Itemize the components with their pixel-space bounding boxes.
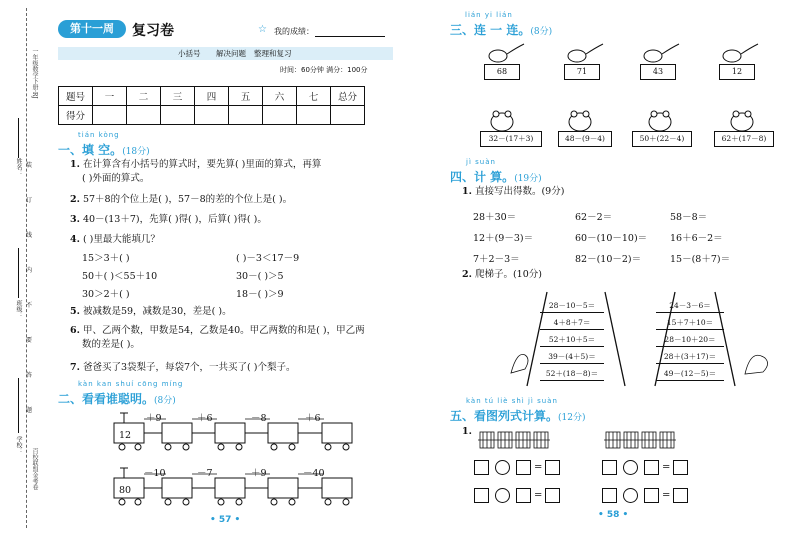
ladder-rung[interactable]: 15＋7＋10＝	[656, 317, 724, 330]
page-number-left: • 57 •	[210, 515, 241, 525]
ladder-rung[interactable]: 28＋(3＋17)＝	[656, 351, 724, 364]
section4-pinyin: jì suàn	[466, 158, 496, 166]
ladder-rung[interactable]: 52＋10＋5＝	[540, 334, 604, 347]
section1-heading: 一、填 空。(18分)	[58, 143, 150, 157]
q4-item: 15＞3＋( )	[82, 253, 130, 264]
section4-heading: 四、计 算。(19分)	[450, 170, 542, 184]
ladder-rung[interactable]: 4＋8＋7＝	[540, 317, 604, 330]
grade-label: 一年级数学下册·RJ	[31, 48, 38, 99]
mental-math-item[interactable]: 58－8＝	[670, 212, 708, 223]
answer-box[interactable]	[602, 460, 617, 475]
section3-pinyin: lián yi lián	[465, 11, 513, 19]
train1-op: －8	[251, 413, 267, 424]
section5-heading: 五、看图列式计算。(12分)	[450, 409, 586, 423]
q4-item: 30－( )＞5	[236, 271, 284, 282]
q4-item: 30＞2＋( )	[82, 289, 130, 300]
question-5: 5. 被减数是59，减数是30，差是( )。	[70, 306, 232, 317]
section5-q1-num: 1.	[462, 426, 472, 437]
operator-circle[interactable]	[495, 488, 510, 503]
train2-op: －7	[197, 468, 213, 479]
q4-item: 18－( )＞9	[236, 289, 284, 300]
frog-expression[interactable]: 48－(9－4)	[558, 131, 612, 147]
stick-bundles	[478, 428, 768, 452]
score-table	[58, 86, 365, 125]
section4-q1: 1. 直接写出得数。(9分)	[462, 186, 565, 197]
answer-row: =	[474, 457, 560, 476]
operator-circle[interactable]	[623, 488, 638, 503]
score-table-header-row: 题号 一 二 三 四 五 六 七 总分	[59, 87, 365, 106]
train2-op: －40	[303, 468, 325, 479]
answer-row: =	[602, 485, 688, 504]
ladder-rung[interactable]: 52＋(18－8)＝	[540, 368, 604, 381]
score-table-score-row: 得分	[59, 106, 365, 125]
week-tag: 第十一周	[58, 20, 126, 38]
ladder-rung[interactable]: 39－(4＋5)＝	[540, 351, 604, 364]
ladder-left	[540, 300, 604, 381]
train2-start-value: 80	[119, 485, 132, 496]
topic-bar: 小括号 解决问题 整理和复习	[58, 47, 393, 60]
page-number-right: • 58 •	[598, 510, 629, 520]
section2-pinyin: kàn kan shuí cōng míng	[78, 380, 184, 388]
section3-heading: 三、连 一 连。(8分)	[450, 23, 553, 37]
name-label: 姓名：	[15, 158, 22, 176]
tadpole-number[interactable]: 68	[484, 64, 520, 80]
cut-chars: 装 订 线 内 不 要 答 题	[26, 162, 33, 414]
train1-start-value: 12	[119, 430, 132, 441]
answer-box[interactable]	[516, 488, 531, 503]
answer-box[interactable]	[545, 460, 560, 475]
binding-sidebar	[12, 8, 46, 528]
answer-box[interactable]	[673, 460, 688, 475]
ladder-rung[interactable]: 28－10－5＝	[540, 300, 604, 313]
star-icon: ☆	[258, 24, 267, 35]
ladder-rung[interactable]: 28－10＋20＝	[656, 334, 724, 347]
train2-op: ＋9	[251, 468, 267, 479]
mental-math-item[interactable]: 15－(8＋7)＝	[670, 254, 731, 265]
answer-box[interactable]	[516, 460, 531, 475]
answer-box[interactable]	[545, 488, 560, 503]
mental-math-item[interactable]: 12＋(9－3)＝	[473, 233, 534, 244]
answer-box[interactable]	[673, 488, 688, 503]
page-title: 复习卷	[132, 23, 174, 39]
time-info: 时间：60分钟 满分：100分	[280, 66, 368, 74]
mental-math-item[interactable]: 16＋6－2＝	[670, 233, 723, 244]
mental-math-item[interactable]: 82－(10－2)＝	[575, 254, 642, 265]
score-label: 我的成绩：	[274, 27, 314, 36]
horse-figure	[511, 354, 528, 373]
bottom-label: 百校联盟金考卷	[31, 448, 38, 490]
school-label: 学校：	[15, 436, 22, 454]
class-label: 班级：	[15, 300, 22, 318]
frog-expression[interactable]: 32－(17＋3)	[480, 131, 542, 147]
train1-op: ＋6	[305, 413, 321, 424]
question-6: 6. 甲、乙两个数，甲数是54，乙数是40。甲乙两数的和是( )，甲乙两 数的差是( )。	[70, 325, 365, 350]
question-4: 4. ( )里最大能填几？	[70, 234, 160, 245]
tadpole-number[interactable]: 12	[719, 64, 755, 80]
answer-box[interactable]	[644, 460, 659, 475]
section1-pinyin: tián kòng	[78, 131, 120, 139]
frogs	[480, 108, 780, 133]
ladder-rung[interactable]: 49－(12－5)＝	[656, 368, 724, 381]
section5-pinyin: kàn tú liè shì jì suàn	[466, 397, 558, 405]
section2-heading: 二、看看谁聪明。(8分)	[58, 392, 176, 406]
tadpole-number[interactable]: 43	[640, 64, 676, 80]
frog-expression[interactable]: 50＋(22－4)	[632, 131, 692, 147]
train2-op: －10	[144, 468, 166, 479]
ladder-rung[interactable]: 24－3－6＝	[656, 300, 724, 313]
stick-bundle-icon	[478, 432, 496, 448]
answer-row: =	[474, 485, 560, 504]
train1-op: ＋9	[146, 413, 162, 424]
operator-circle[interactable]	[623, 460, 638, 475]
mental-math-item[interactable]: 28＋30＝	[473, 212, 517, 223]
question-2: 2. 57＋8的个位上是( )，57－8的差的个位上是( )。	[70, 194, 293, 205]
rabbit-figure	[745, 355, 768, 374]
score-line	[315, 36, 385, 37]
ladder-right	[656, 300, 724, 381]
train1-op: ＋6	[197, 413, 213, 424]
question-1: 1. 在计算含有小括号的算式时，要先算( )里面的算式，再算 ( )外面的算式。	[70, 159, 322, 184]
q4-item: 50＋( )＜55＋10	[82, 271, 158, 282]
question-3: 3. 40－(13＋7)，先算( )得( )，后算( )得( )。	[70, 214, 267, 225]
train-1	[100, 405, 360, 455]
section4-q2: 2. 爬梯子。(10分)	[462, 269, 542, 280]
q4-item: ( )－3＜17－9	[236, 253, 300, 264]
tadpole-number[interactable]: 71	[564, 64, 600, 80]
answer-row: =	[602, 457, 688, 476]
operator-circle[interactable]	[495, 460, 510, 475]
question-7: 7. 爸爸买了3袋梨子，每袋7个，一共买了( )个梨子。	[70, 362, 296, 373]
answer-box[interactable]	[602, 488, 617, 503]
mental-math-item[interactable]: 62－2＝	[575, 212, 613, 223]
answer-box[interactable]	[474, 488, 489, 503]
answer-box[interactable]	[474, 460, 489, 475]
answer-box[interactable]	[644, 488, 659, 503]
mental-math-item[interactable]: 60－(10－10)＝	[575, 233, 648, 244]
frog-expression[interactable]: 62＋(17－8)	[714, 131, 774, 147]
mental-math-item[interactable]: 7＋2－3＝	[473, 254, 520, 265]
